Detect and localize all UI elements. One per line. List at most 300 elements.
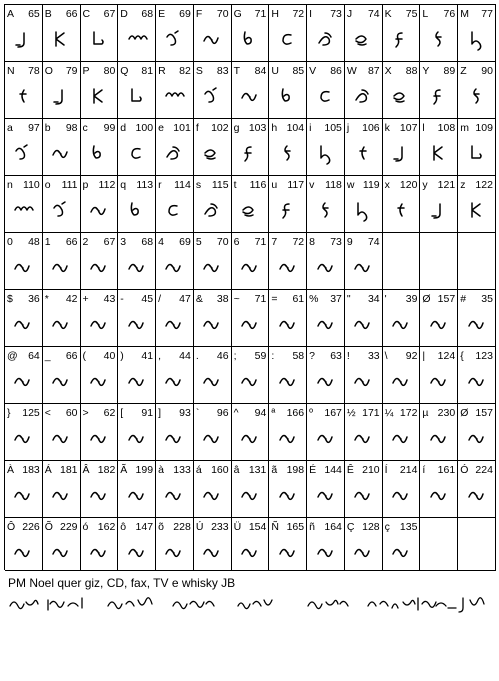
glyph-label: [158, 464, 191, 476]
glyph-code: 84: [254, 65, 267, 77]
glyph-cell: [43, 62, 81, 119]
glyph-code: 71: [254, 293, 267, 305]
glyph-label: [385, 65, 418, 77]
glyph-preview: [269, 255, 306, 279]
glyph-label: [234, 407, 267, 419]
glyph-shape: [466, 86, 488, 106]
glyph-preview: [118, 369, 155, 393]
glyph-shape: [12, 371, 34, 391]
glyph-preview: [232, 483, 269, 507]
glyph-preview: [307, 84, 344, 108]
glyph-character: g: [233, 122, 240, 134]
glyph-cell: [118, 233, 156, 290]
glyph-preview: [420, 198, 457, 222]
glyph-preview: [5, 540, 42, 564]
glyph-shape: [428, 143, 450, 163]
glyph-shape: [12, 314, 34, 334]
glyph-label: [45, 236, 78, 248]
glyph-label: [422, 122, 455, 134]
glyph-label: [422, 65, 455, 77]
glyph-shape: [352, 371, 374, 391]
glyph-cell: [194, 176, 232, 233]
grid-row: [5, 119, 496, 176]
glyph-preview: [307, 27, 344, 51]
glyph-label: [120, 122, 153, 134]
glyph-character: v: [309, 179, 315, 191]
glyph-character: R: [158, 65, 166, 77]
glyph-cell: [232, 233, 270, 290]
glyph-shape: [239, 143, 261, 163]
glyph-label: [385, 350, 418, 362]
glyph-character: µ: [422, 407, 429, 419]
glyph-character: h: [271, 122, 278, 134]
glyph-code: 66: [65, 350, 78, 362]
glyph-cell: [81, 518, 119, 571]
glyph-label: [83, 464, 116, 476]
glyph-preview: [81, 27, 118, 51]
glyph-label: [422, 407, 455, 419]
glyph-preview: [43, 312, 80, 336]
glyph-character: _: [44, 350, 51, 362]
glyph-preview: [420, 84, 457, 108]
glyph-code: 118: [325, 179, 342, 191]
glyph-preview: [5, 369, 42, 393]
glyph-preview: [307, 540, 344, 564]
glyph-shape: [88, 485, 110, 505]
glyph-label: [347, 464, 380, 476]
glyph-character: H: [271, 8, 279, 20]
glyph-preview: [458, 312, 495, 336]
glyph-shape: [12, 86, 34, 106]
glyph-code: 104: [286, 122, 305, 134]
glyph-shape: [277, 257, 299, 277]
glyph-code: 68: [141, 236, 154, 248]
glyph-label: [196, 122, 229, 134]
glyph-preview: [118, 141, 155, 165]
glyph-code: 74: [367, 236, 380, 248]
glyph-shape: [466, 143, 488, 163]
glyph-label: [460, 350, 493, 362]
glyph-cell: [269, 5, 307, 62]
glyph-code: 103: [248, 122, 267, 134]
glyph-cell: [232, 119, 270, 176]
glyph-character: =: [271, 293, 278, 305]
glyph-cell: [269, 233, 307, 290]
glyph-code: 66: [65, 236, 78, 248]
glyph-cell: [383, 518, 421, 571]
glyph-character: 0: [7, 236, 13, 248]
glyph-shape: [390, 29, 412, 49]
glyph-preview: [5, 426, 42, 450]
glyph-cell: [345, 176, 383, 233]
glyph-label: [158, 179, 191, 191]
glyph-code: 123: [475, 350, 493, 362]
grid-row: [5, 176, 496, 233]
glyph-code: 89: [443, 65, 456, 77]
glyph-label: [120, 293, 153, 305]
glyph-cell: [269, 518, 307, 571]
glyph-code: 100: [135, 122, 154, 134]
glyph-cell: [232, 5, 270, 62]
glyph-shape: [315, 29, 337, 49]
glyph-code: 183: [22, 464, 40, 476]
glyph-preview: [420, 483, 457, 507]
glyph-cell: [307, 62, 345, 119]
grid-row: [5, 290, 496, 347]
glyph-preview: [232, 255, 269, 279]
glyph-cell: [156, 518, 194, 571]
glyph-code: 114: [174, 179, 191, 191]
empty-cell: [420, 518, 458, 571]
glyph-code: 106: [362, 122, 380, 134]
glyph-cell: [43, 5, 81, 62]
glyph-preview: [458, 198, 495, 222]
glyph-character: C: [82, 8, 91, 20]
glyph-shape: [352, 200, 374, 220]
glyph-cell: [43, 233, 81, 290]
glyph-character: ã: [271, 464, 278, 476]
glyph-preview: [43, 369, 80, 393]
glyph-code: 59: [254, 350, 267, 362]
glyph-preview: [194, 27, 231, 51]
glyph-character: ô: [120, 521, 127, 533]
glyph-code: 119: [362, 179, 380, 191]
glyph-code: 99: [103, 122, 116, 134]
glyph-shape: [390, 371, 412, 391]
glyph-shape: [201, 371, 223, 391]
glyph-code: 224: [475, 464, 493, 476]
glyph-label: [347, 521, 380, 533]
glyph-shape: [50, 257, 72, 277]
glyph-character: i: [309, 122, 312, 134]
glyph-shape: [239, 485, 261, 505]
glyph-preview: [458, 369, 495, 393]
glyph-code: 182: [97, 464, 116, 476]
glyph-code: 154: [248, 521, 267, 533]
glyph-code: 108: [437, 122, 456, 134]
glyph-code: 92: [405, 350, 418, 362]
glyph-preview: [307, 312, 344, 336]
glyph-label: [83, 236, 116, 248]
glyph-code: 112: [98, 179, 116, 191]
glyph-code: 91: [141, 407, 154, 419]
glyph-code: 199: [135, 464, 154, 476]
glyph-character: e: [158, 122, 164, 134]
glyph-cell: [345, 518, 383, 571]
glyph-label: [460, 65, 493, 77]
glyph-cell: [420, 119, 458, 176]
glyph-preview: [345, 141, 382, 165]
glyph-shape: [277, 200, 299, 220]
glyph-shape: [88, 143, 110, 163]
glyph-label: [196, 293, 229, 305]
glyph-preview: [383, 198, 420, 222]
glyph-character: q: [120, 179, 127, 191]
glyph-cell: [156, 5, 194, 62]
glyph-cell: [458, 62, 496, 119]
glyph-preview: [269, 198, 306, 222]
glyph-label: [45, 179, 78, 191]
glyph-code: 75: [405, 8, 418, 20]
glyph-shape: [201, 143, 223, 163]
sample-text-label: PM Noel quer giz, CD, fax, TV e whisky JB: [8, 576, 236, 590]
glyph-code: 72: [292, 236, 305, 248]
glyph-character: *: [44, 293, 49, 305]
glyph-cell: [458, 461, 496, 518]
glyph-preview: [43, 255, 80, 279]
glyph-preview: [43, 540, 80, 564]
glyph-shape: [239, 257, 261, 277]
glyph-preview: [5, 141, 42, 165]
glyph-code: 94: [254, 407, 267, 419]
glyph-shape: [239, 428, 261, 448]
glyph-shape: [239, 542, 261, 562]
glyph-code: 73: [330, 236, 342, 248]
glyph-shape: [352, 542, 374, 562]
glyph-label: [196, 521, 229, 533]
glyph-shape: [315, 428, 337, 448]
glyph-label: [385, 122, 418, 134]
glyph-preview: [43, 27, 80, 51]
glyph-preview: [232, 540, 269, 564]
glyph-character: Ú: [195, 521, 204, 533]
glyph-preview: [81, 84, 118, 108]
glyph-code: 105: [324, 122, 342, 134]
glyph-cell: [420, 347, 458, 404]
glyph-character: &: [195, 293, 203, 305]
glyph-code: 147: [135, 521, 154, 533]
glyph-label: [234, 122, 267, 134]
glyph-character: Ñ: [271, 521, 279, 533]
glyph-label: [460, 293, 493, 305]
glyph-character: 6: [233, 236, 240, 248]
glyph-label: [347, 293, 380, 305]
glyph-code: 93: [179, 407, 191, 419]
glyph-code: 226: [22, 521, 40, 533]
glyph-character: r: [158, 179, 162, 191]
glyph-character: !: [346, 350, 350, 362]
glyph-cell: [269, 176, 307, 233]
glyph-cell: [420, 62, 458, 119]
glyph-character: ~: [233, 293, 240, 305]
glyph-cell: [194, 290, 232, 347]
glyph-code: 34: [367, 293, 380, 305]
glyph-shape: [88, 257, 110, 277]
glyph-shape: [315, 200, 337, 220]
glyph-character: ': [384, 293, 387, 305]
glyph-character: 7: [271, 236, 278, 248]
glyph-preview: [307, 198, 344, 222]
glyph-shape: [390, 314, 412, 334]
glyph-shape: [239, 200, 261, 220]
glyph-label: [347, 407, 380, 419]
glyph-label: [120, 8, 153, 20]
glyph-label: [7, 8, 40, 20]
glyph-shape: [163, 371, 185, 391]
glyph-code: 42: [65, 293, 78, 305]
glyph-label: [385, 293, 418, 305]
glyph-code: 36: [28, 293, 40, 305]
glyph-code: 228: [173, 521, 191, 533]
glyph-character: á: [195, 464, 202, 476]
glyph-preview: [345, 27, 382, 51]
glyph-cell: [156, 347, 194, 404]
glyph-character: E: [158, 8, 166, 20]
sample-script-rendering: [8, 592, 496, 614]
glyph-preview: [232, 141, 269, 165]
glyph-preview: [81, 540, 118, 564]
glyph-cell: [458, 290, 496, 347]
glyph-code: 88: [405, 65, 418, 77]
glyph-cell: [232, 461, 270, 518]
glyph-label: [234, 521, 267, 533]
glyph-code: 65: [28, 8, 40, 20]
glyph-character: o: [44, 179, 51, 191]
glyph-cell: [81, 119, 119, 176]
glyph-character: M: [460, 8, 469, 20]
glyph-label: [234, 464, 267, 476]
glyph-character: É: [309, 464, 317, 476]
glyph-label: [196, 65, 229, 77]
glyph-preview: [194, 369, 231, 393]
glyph-code: 229: [60, 521, 78, 533]
glyph-character: Ü: [233, 521, 242, 533]
glyph-character: u: [271, 179, 278, 191]
glyph-shape: [352, 314, 374, 334]
glyph-shape: [126, 200, 148, 220]
glyph-cell: [81, 347, 119, 404]
glyph-shape: [88, 542, 110, 562]
glyph-label: [271, 293, 304, 305]
glyph-code: 79: [65, 65, 78, 77]
glyph-character: j: [346, 122, 350, 134]
glyph-cell: [156, 233, 194, 290]
glyph-preview: [232, 198, 269, 222]
glyph-preview: [383, 27, 420, 51]
glyph-character: Y: [422, 65, 430, 77]
glyph-character: Ó: [460, 464, 469, 476]
glyph-character: n: [7, 179, 13, 191]
glyph-character: W: [346, 65, 357, 77]
glyph-shape: [12, 257, 34, 277]
glyph-cell: [383, 5, 421, 62]
glyph-preview: [420, 426, 457, 450]
glyph-shape: [352, 29, 374, 49]
glyph-label: [460, 8, 493, 20]
glyph-cell: [232, 290, 270, 347]
glyph-preview: [345, 198, 382, 222]
glyph-label: [45, 521, 78, 533]
glyph-character: :: [271, 350, 275, 362]
glyph-character: Á: [44, 464, 52, 476]
glyph-preview: [118, 426, 155, 450]
glyph-cell: [232, 176, 270, 233]
glyph-shape: [201, 86, 223, 106]
glyph-code: 124: [437, 350, 456, 362]
glyph-character: À: [7, 464, 15, 476]
glyph-cell: [5, 233, 43, 290]
glyph-code: 62: [103, 407, 116, 419]
glyph-shape: [126, 542, 148, 562]
glyph-label: [422, 293, 455, 305]
grid-row: [5, 62, 496, 119]
glyph-character: <: [44, 407, 51, 419]
glyph-label: [309, 179, 342, 191]
glyph-preview: [118, 312, 155, 336]
glyph-label: [234, 293, 267, 305]
glyph-preview: [118, 27, 155, 51]
glyph-label: [271, 8, 304, 20]
glyph-cell: [194, 62, 232, 119]
glyph-cell: [345, 290, 383, 347]
glyph-preview: [156, 141, 193, 165]
glyph-character: º: [309, 407, 313, 419]
glyph-preview: [232, 369, 269, 393]
glyph-preview: [43, 84, 80, 108]
glyph-character: â: [233, 464, 240, 476]
glyph-cell: [383, 404, 421, 461]
glyph-code: 81: [141, 65, 154, 77]
glyph-preview: [458, 84, 495, 108]
glyph-shape: [88, 428, 110, 448]
glyph-label: [309, 236, 342, 248]
glyph-shape: [88, 29, 110, 49]
glyph-label: [196, 407, 229, 419]
glyph-cell: [345, 404, 383, 461]
glyph-label: [347, 179, 380, 191]
glyph-label: [385, 407, 418, 419]
glyph-cell: [5, 119, 43, 176]
glyph-code: 171: [362, 407, 380, 419]
glyph-character: $: [7, 293, 13, 305]
glyph-code: 113: [136, 179, 154, 191]
glyph-shape: [352, 143, 374, 163]
glyph-preview: [118, 255, 155, 279]
glyph-character: /: [158, 293, 161, 305]
glyph-label: [347, 8, 380, 20]
glyph-code: 96: [216, 407, 229, 419]
glyph-label: [234, 65, 267, 77]
glyph-cell: [118, 347, 156, 404]
glyph-preview: [5, 312, 42, 336]
glyph-shape: [201, 257, 223, 277]
glyph-code: 121: [437, 179, 456, 191]
glyph-preview: [269, 369, 306, 393]
glyph-code: 115: [211, 179, 229, 191]
glyph-code: 116: [249, 179, 267, 191]
glyph-preview: [156, 483, 193, 507]
glyph-character: U: [271, 65, 279, 77]
glyph-shape: [201, 428, 223, 448]
glyph-shape: [163, 143, 185, 163]
glyph-preview: [345, 426, 382, 450]
glyph-cell: [232, 62, 270, 119]
glyph-shape: [126, 485, 148, 505]
glyph-cell: [307, 290, 345, 347]
glyph-shape: [50, 29, 72, 49]
glyph-label: [45, 293, 78, 305]
glyph-label: [347, 236, 380, 248]
glyph-cell: [118, 119, 156, 176]
glyph-character: >: [82, 407, 89, 419]
glyph-shape: [428, 428, 450, 448]
glyph-label: [385, 521, 418, 533]
grid-row: [5, 404, 496, 461]
glyph-label: [120, 350, 153, 362]
glyph-code: 233: [211, 521, 229, 533]
glyph-cell: [156, 176, 194, 233]
glyph-cell: [383, 347, 421, 404]
